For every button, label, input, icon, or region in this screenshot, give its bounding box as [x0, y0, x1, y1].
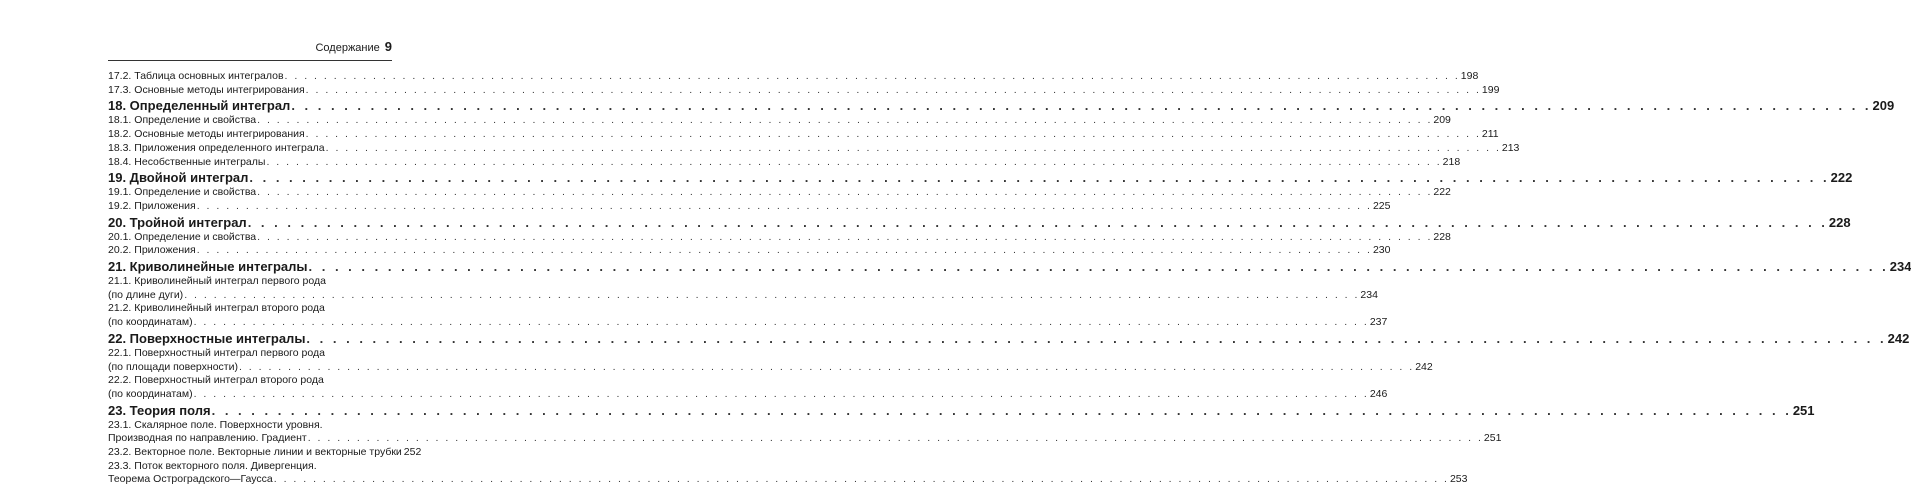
toc-entry-page: 237 [1369, 316, 1388, 329]
toc-entry-page: 246 [1369, 387, 1388, 400]
toc-entry-page: 253 [1449, 473, 1468, 486]
toc-entry-page: 251 [1483, 432, 1502, 445]
dot-leader: . . . . . . . . . . . . . . . . . . . . . . . . . . . . . . . . . . . . . . . . . . . . . . . . . . . . . . . . . . . . . . . . . . . . . . . . . . . . . . . . . . . . . . . . . . . . . . . . . . . . . . . . . . . . . . . . . . . . . . . . [305, 128, 1481, 141]
toc-entry-title: 23. Теория поля [108, 402, 211, 418]
header-rule [108, 60, 392, 61]
toc-entry[interactable] [108, 360, 1433, 375]
toc-chapter-entry[interactable] [108, 214, 1851, 231]
dot-leader: . . . . . . . . . . . . . . . . . . . . . . . . . . . . . . . . . . . . . . . . . . . . . . . . . . . . . . . . . . . . . . . . . . . . . . . . . . . . . . . . . . . . . . . . . . . . . . . . . . . . . . . . . . . . . . . . . . . . . . . . [257, 186, 1433, 199]
toc-entry[interactable] [108, 473, 1468, 487]
toc-entry-title: 23.1. Скалярное поле. Поверхности уровня. [108, 418, 323, 431]
dot-leader: . . . . . . . . . . . . . . . . . . . . . . . . . . . . . . . . . . . . . . . . . . . . . . . . . . . . . . . . . . . . . . . . . . . . . . . . . . . . . . . . . . . . . . . . . . . . . . . . . . . . . . . . . . . . . . . . . . . . . . . . [211, 402, 1792, 418]
table-of-contents [108, 70, 1911, 487]
toc-entry[interactable] [108, 230, 1451, 245]
toc-entry[interactable] [108, 374, 390, 388]
toc-entry-title: 17.3. Основные методы интегрирования [108, 83, 305, 96]
toc-entry-page: 234 [1889, 259, 1911, 275]
dot-leader: . . . . . . . . . . . . . . . . . . . . . . . . . . . . . . . . . . . . . . . . . . . . . . . . . . . . . . . . . . . . . . . . . . . . . . . . . . . . . . . . . . . . . . . . . . . . . . . . . . . . . . . . . . . . . . . . . . . . . . . . [238, 360, 1415, 373]
toc-entry[interactable] [108, 288, 1378, 303]
dot-leader: . . . . . . . . . . . . . . . . . . . . . . . . . . . . . . . . . . . . . . . . . . . . . . . . . . . . . . . . . . . . . . . . . . . . . . . . . . . . . . . . . . . . . . . . . . . . . . . . . . . . . . . . . . . . . . . . . . . . . . . . [193, 316, 1369, 329]
toc-entry-page: 252 [403, 446, 422, 459]
toc-entry[interactable] [108, 446, 422, 460]
toc-entry-title: 21. Криволинейные интегралы [108, 259, 308, 275]
toc-entry-title: Теорема Остроградского—Гаусса [108, 473, 273, 486]
toc-entry-page: 222 [1830, 170, 1853, 186]
dot-leader: . . . . . . . . . . . . . . . . . . . . . . . . . . . . . . . . . . . . . . . . . . . . . . . . . . . . . . . . . . . . . . . . . . . . . . . . . . . . . . . . . . . . . . . . . . . . . . . . . . . . . . . . . . . . . . . . . . . . . . . . [306, 330, 1887, 346]
toc-entry[interactable] [108, 70, 1479, 84]
toc-chapter-entry[interactable] [108, 97, 1895, 114]
toc-entry-title: 22. Поверхностные интегралы [108, 330, 306, 346]
toc-entry-title: 23.3. Поток векторного поля. Дивергенция. [108, 459, 317, 472]
toc-entry[interactable] [108, 141, 1520, 156]
toc-entry[interactable] [108, 347, 390, 361]
toc-entry[interactable] [108, 128, 1499, 142]
dot-leader: . . . . . . . . . . . . . . . . . . . . . . . . . . . . . . . . . . . . . . . . . . . . . . . . . . . . . . . . . . . . . . . . . . . . . . . . . . . . . . . . . . . . . . . . . . . . . . . . . . . . . . . . . . . . . . . . . . . . . . . . [284, 70, 1460, 82]
toc-entry[interactable] [108, 460, 390, 474]
dot-leader: . . . . . . . . . . . . . . . . . . . . . . . . . . . . . . . . . . . . . . . . . . . . . . . . . . . . . . . . . . . . . . . . . . . . . . . . . . . . . . . . . . . . . . . . . . . . . . . . . . . . . . . . . . . . . . . . . . . . . . . . [325, 141, 1501, 154]
toc-chapter-entry[interactable] [108, 258, 1911, 275]
dot-leader: . . . . . . . . . . . . . . . . . . . . . . . . . . . . . . . . . . . . . . . . . . . . . . . . . . . . . . . . . . . . . . . . . . . . . . . . . . . . . . . . . . . . . . . . . . . . . . . . . . . . . . . . . . . . . . . . . . . . . . . . [266, 155, 1442, 168]
toc-entry[interactable] [108, 199, 1391, 214]
toc-entry-page: 242 [1415, 360, 1433, 373]
dot-leader: . . . . . . . . . . . . . . . . . . . . . . . . . . . . . . . . . . . . . . . . . . . . . . . . . . . . . . . . . . . . . . . . . . . . . . . . . . . . . . . . . . . . . . . . . . . . . . . . . . . . . . . . . . . . . . . . . . . . . . . . [196, 244, 1372, 257]
dot-leader: . . . . . . . . . . . . . . . . . . . . . . . . . . . . . . . . . . . . . . . . . . . . . . . . . . . . . . . . . . . . . . . . . . . . . . . . . . . . . . . . . . . . . . . . . . . . . . . . . . . . . . . . . . . . . . . . . . . . . . . . [291, 98, 1872, 114]
dot-leader: . . . . . . . . . . . . . . . . . . . . . . . . . . . . . . . . . . . . . . . . . . . . . . . . . . . . . . . . . . . . . . . . . . . . . . . . . . . . . . . . . . . . . . . . . . . . . . . . . . . . . . . . . . . . . . . . . . . . . . . . [308, 259, 1889, 275]
toc-entry-title: 19.2. Приложения [108, 199, 196, 212]
dot-leader: . . . . . . . . . . . . . . . . . . . . . . . . . . . . . . . . . . . . . . . . . . . . . . . . . . . . . . . . . . . . . . . . . . . . . . . . . . . . . . . . . . . . . . . . . . . . . . . . . . . . . . . . . . . . . . . . . . . . . . . . [193, 387, 1369, 400]
toc-entry-title: 23.2. Векторное поле. Векторные линии и векторные трубки [108, 446, 402, 459]
toc-entry-title: 18. Определенный интеграл [108, 98, 291, 114]
toc-entry-title: 20.1. Определение и свойства [108, 230, 257, 243]
toc-entry-page: 198 [1460, 70, 1479, 82]
toc-chapter-entry[interactable] [108, 169, 1853, 186]
toc-entry-page: 199 [1481, 83, 1500, 96]
toc-entry-page: 218 [1442, 155, 1461, 168]
toc-entry[interactable] [108, 419, 390, 433]
running-head [108, 40, 392, 55]
dot-leader: . . . . . . . . . . . . . . . . . . . . . . . . . . . . . . . . . . . . . . . . . . . . . . . . . . . . . . . . . . . . . . . . . . . . . . . . . . . . . . . . . . . . . . . . . . . . . . . . . . . . . . . . . . . . . . . . . . . . . . . . [257, 230, 1433, 243]
section-title: Содержание [315, 42, 380, 54]
toc-entry-title: 19. Двойной интеграл [108, 170, 249, 186]
toc-entry-page: 209 [1433, 114, 1451, 127]
toc-entry-page: 211 [1481, 128, 1499, 141]
toc-entry[interactable] [108, 83, 1500, 98]
toc-entry-title: 18.1. Определение и свойства [108, 114, 257, 127]
toc-entry-page: 209 [1872, 98, 1895, 114]
dot-leader: . . . . . . . . . . . . . . . . . . . . . . . . . . . . . . . . . . . . . . . . . . . . . . . . . . . . . . . . . . . . . . . . . . . . . . . . . . . . . . . . . . . . . . . . . . . . . . . . . . . . . . . . . . . . . . . . . . . . . . . . [247, 214, 1828, 230]
toc-entry-title: 18.3. Приложения определенного интеграла [108, 141, 325, 154]
toc-entry[interactable] [108, 186, 1451, 200]
toc-entry-title: 17.2. Таблица основных интегралов [108, 70, 284, 82]
dot-leader: . . . . . . . . . . . . . . . . . . . . . . . . . . . . . . . . . . . . . . . . . . . . . . . . . . . . . . . . . . . . . . . . . . . . . . . . . . . . . . . . . . . . . . . . . . . . . . . . . . . . . . . . . . . . . . . . . . . . . . . . [196, 199, 1372, 212]
toc-entry-page: 234 [1360, 288, 1378, 301]
toc-entry-title: (по координатам) [108, 387, 193, 400]
toc-entry-title: 22.2. Поверхностный интеграл второго рода [108, 374, 324, 387]
toc-entry-page: 225 [1372, 199, 1391, 212]
toc-entry-page: 251 [1792, 402, 1815, 418]
toc-entry[interactable] [108, 316, 1388, 330]
dot-leader: . . . . . . . . . . . . . . . . . . . . . . . . . . . . . . . . . . . . . . . . . . . . . . . . . . . . . . . . . . . . . . . . . . . . . . . . . . . . . . . . . . . . . . . . . . . . . . . . . . . . . . . . . . . . . . . . . . . . . . . . [184, 288, 1360, 301]
toc-entry-page: 228 [1433, 230, 1451, 243]
toc-entry-page: 242 [1887, 330, 1910, 346]
toc-entry-title: 20. Тройной интеграл [108, 214, 247, 230]
toc-entry-title: (по координатам) [108, 316, 193, 329]
toc-entry[interactable] [108, 432, 1502, 446]
toc-entry-title: 21.1. Криволинейный интеграл первого рода [108, 275, 326, 288]
toc-entry-title: Производная по направлению. Градиент [108, 432, 307, 445]
toc-chapter-entry[interactable] [108, 402, 1815, 419]
toc-entry-title: 18.2. Основные методы интегрирования [108, 128, 305, 141]
toc-entry[interactable] [108, 302, 390, 316]
dot-leader: . . . . . . . . . . . . . . . . . . . . . . . . . . . . . . . . . . . . . . . . . . . . . . . . . . . . . . . . . . . . . . . . . . . . . . . . . . . . . . . . . . . . . . . . . . . . . . . . . . . . . . . . . . . . . . . . . . . . . . . . [257, 114, 1433, 127]
page-number: 9 [384, 39, 392, 54]
toc-chapter-entry[interactable] [108, 330, 1910, 347]
toc-entry-title: (по длине дуги) [108, 288, 184, 301]
dot-leader: . . . . . . . . . . . . . . . . . . . . . . . . . . . . . . . . . . . . . . . . . . . . . . . . . . . . . . . . . . . . . . . . . . . . . . . . . . . . . . . . . . . . . . . . . . . . . . . . . . . . . . . . . . . . . . . . . . . . . . . . [249, 170, 1830, 186]
toc-entry-title: 18.4. Несобственные интегралы [108, 155, 266, 168]
toc-entry-title: 22.1. Поверхностный интеграл первого рода [108, 346, 325, 359]
toc-entry[interactable] [108, 387, 1388, 402]
toc-entry-page: 222 [1433, 186, 1451, 199]
toc-entry-title: (по площади поверхности) [108, 360, 238, 373]
dot-leader: . . . . . . . . . . . . . . . . . . . . . . . . . . . . . . . . . . . . . . . . . . . . . . . . . . . . . . . . . . . . . . . . . . . . . . . . . . . . . . . . . . . . . . . . . . . . . . . . . . . . . . . . . . . . . . . . . . . . . . . . [307, 432, 1483, 445]
toc-entry[interactable] [108, 114, 1451, 128]
toc-entry-page: 228 [1828, 214, 1851, 230]
toc-entry-title: 19.1. Определение и свойства [108, 186, 257, 199]
dot-leader: . . . . . . . . . . . . . . . . . . . . . . . . . . . . . . . . . . . . . . . . . . . . . . . . . . . . . . . . . . . . . . . . . . . . . . . . . . . . . . . . . . . . . . . . . . . . . . . . . . . . . . . . . . . . . . . . . . . . . . . . [305, 83, 1481, 96]
toc-entry-title: 21.2. Криволинейный интеграл второго рода [108, 302, 325, 315]
toc-entry-page: 230 [1372, 244, 1391, 257]
toc-entry-page: 213 [1501, 141, 1520, 154]
toc-entry[interactable] [108, 275, 390, 289]
toc-entry-title: 20.2. Приложения [108, 244, 196, 257]
toc-entry[interactable] [108, 155, 1461, 170]
toc-entry[interactable] [108, 244, 1391, 258]
dot-leader: . . . . . . . . . . . . . . . . . . . . . . . . . . . . . . . . . . . . . . . . . . . . . . . . . . . . . . . . . . . . . . . . . . . . . . . . . . . . . . . . . . . . . . . . . . . . . . . . . . . . . . . . . . . . . . . . . . . . . . . . [273, 473, 1449, 486]
